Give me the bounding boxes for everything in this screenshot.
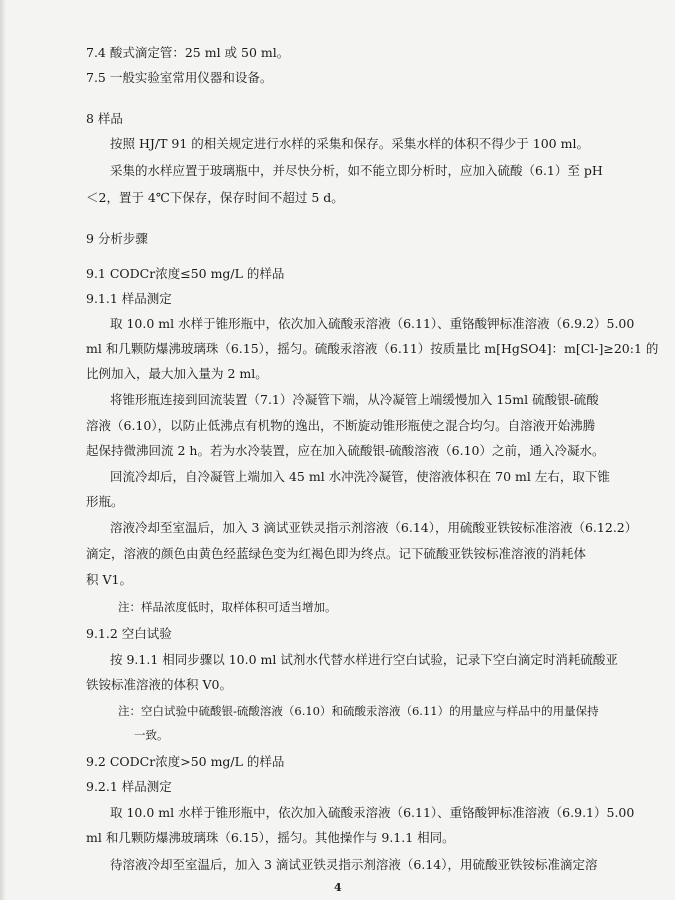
paragraph-line: 滴定，溶液的颜色由黄色经蓝绿色变为红褐色即为终点。记下硫酸亚铁铵标准溶液的消耗体: [86, 546, 587, 561]
note-line: 注：空白试验中硫酸银-硫酸溶液（6.10）和硫酸汞溶液（6.11）的用量应与样品中的用量保持: [118, 704, 599, 718]
section-9-2-heading: 9.2 CODCr浓度>50 mg/L 的样品: [86, 754, 285, 769]
section-9-1-1-heading: 9.1.1 样品测定: [86, 291, 172, 306]
paragraph-line: 按照 HJ/T 91 的相关规定进行水样的采集和保存。采集水样的体积不得少于 100 ml。: [110, 136, 589, 151]
section-9-2-1-heading: 9.2.1 样品测定: [86, 779, 172, 794]
note-line: 一致。: [134, 728, 169, 742]
page-number: 4: [334, 881, 342, 894]
paragraph-line: 溶液冷却至室温后，加入 3 滴试亚铁灵指示剂溶液（6.14），用硫酸亚铁铵标准溶液（6.12.2）: [110, 520, 638, 535]
paragraph-line: 积 V1。: [86, 572, 132, 587]
item-7-4: 7.4 酸式滴定管：25 ml 或 50 ml。: [86, 45, 290, 60]
note-line: 注：样品浓度低时，取样体积可适当增加。: [118, 600, 337, 614]
paragraph-line: 将锥形瓶连接到回流装置（7.1）冷凝管下端，从冷凝管上端缓慢加入 15ml 硫酸银-硫酸: [110, 392, 599, 407]
paragraph-line: 起保持微沸回流 2 h。若为水冷装置，应在加入硫酸银-硫酸溶液（6.10）之前，通入冷凝水。: [86, 443, 605, 458]
paragraph-line: 回流冷却后，自冷凝管上端加入 45 ml 水冲洗冷凝管，使溶液体积在 70 ml 左右，取下锥: [110, 469, 610, 484]
paragraph-line: ml 和几颗防爆沸玻璃珠（6.15），摇匀。其他操作与 9.1.1 相同。: [86, 830, 455, 845]
paragraph-line: 比例加入，最大加入量为 2 ml。: [86, 366, 268, 381]
section-9-heading: 9 分析步骤: [86, 231, 148, 246]
paragraph-line: 按 9.1.1 相同步骤以 10.0 ml 试剂水代替水样进行空白试验，记录下空白滴定时消耗硫酸亚: [110, 652, 618, 667]
item-7-5: 7.5 一般实验室常用仪器和设备。: [86, 70, 273, 85]
paragraph-line: ＜2，置于 4℃下保存，保存时间不超过 5 d。: [86, 190, 344, 205]
paragraph-line: 溶液（6.10），以防止低沸点有机物的逸出，不断旋动锥形瓶使之混合均匀。自溶液开始沸腾: [86, 418, 596, 433]
scan-edge-shadow: [0, 0, 6, 900]
section-8-heading: 8 样品: [86, 111, 123, 126]
section-9-1-2-heading: 9.1.2 空白试验: [86, 626, 172, 641]
paragraph-line: 采集的水样应置于玻璃瓶中，并尽快分析，如不能立即分析时，应加入硫酸（6.1）至 pH: [110, 163, 603, 178]
paragraph-line: 待溶液冷却至室温后，加入 3 滴试亚铁灵指示剂溶液（6.14），用硫酸亚铁铵标准滴定溶: [110, 857, 598, 872]
paragraph-line: 铁铵标准溶液的体积 V0。: [86, 677, 232, 692]
paragraph-line: ml 和几颗防爆沸玻璃珠（6.15），摇匀。硫酸汞溶液（6.11）按质量比 m[HgSO4]：m[Cl-]≥20:1 的: [86, 341, 659, 356]
paragraph-line: 取 10.0 ml 水样于锥形瓶中，依次加入硫酸汞溶液（6.11）、重铬酸钾标准溶液（6.9.2）5.00: [110, 316, 635, 331]
paragraph-line: 形瓶。: [86, 494, 124, 509]
section-9-1-heading: 9.1 CODCr浓度≤50 mg/L 的样品: [86, 266, 285, 281]
paragraph-line: 取 10.0 ml 水样于锥形瓶中，依次加入硫酸汞溶液（6.11）、重铬酸钾标准溶液（6.9.1）5.00: [110, 805, 635, 820]
